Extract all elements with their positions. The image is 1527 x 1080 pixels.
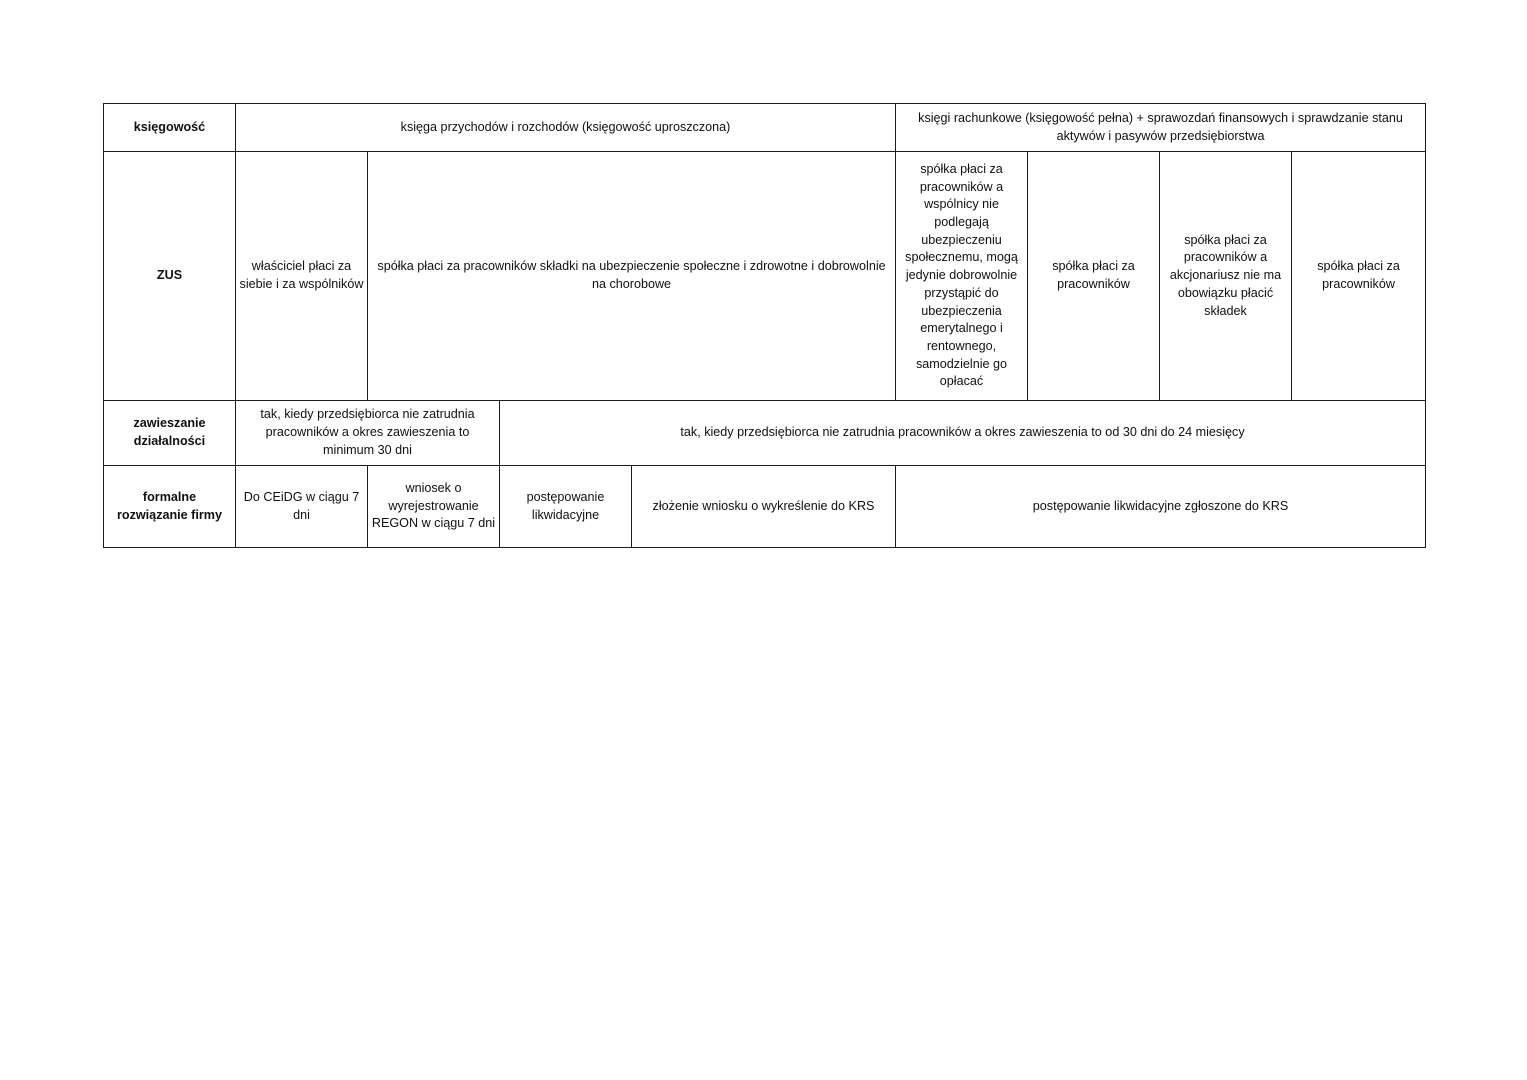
cell-rozwiazanie-krs-wniosek: złożenie wniosku o wykreślenie do KRS: [632, 466, 896, 548]
row-rozwiazanie: [104, 466, 1426, 548]
cell-ksiegowosc-pelna: księgi rachunkowe (księgowość pełna) + sprawozdań finansowych i sprawdzanie stanu aktywów i pasywów przedsiębiorstwa: [896, 104, 1426, 152]
cell-zus-spolka-1: spółka płaci za pracowników: [1028, 152, 1160, 401]
cell-zus-wspolnicy: spółka płaci za pracowników a wspólnicy nie podlegają ubezpieczeniu społecznemu, mogą jedynie dobrowolnie przystąpić do ubezpieczenia emerytalnego i rentownego, samodzielnie go opłacać: [896, 152, 1028, 401]
cell-zus-akcjonariusz: spółka płaci za pracowników a akcjonariusz nie ma obowiązku płacić składek: [1160, 152, 1292, 401]
row-ksiegowosc: [104, 104, 1426, 152]
row-header-zus: ZUS: [104, 152, 236, 401]
cell-rozwiazanie-ceidg: Do CEiDG w ciągu 7 dni: [236, 466, 368, 548]
cell-zawieszanie-minimum: tak, kiedy przedsiębiorca nie zatrudnia pracowników a okres zawieszenia to minimum 30 dni: [236, 401, 500, 466]
row-header-zawieszanie: zawieszanie działalności: [104, 401, 236, 466]
cell-rozwiazanie-regon: wniosek o wyrejestrowanie REGON w ciągu 7 dni: [368, 466, 500, 548]
cell-zus-spolka-skladki: spółka płaci za pracowników składki na ubezpieczenie społeczne i zdrowotne i dobrowolnie na chorobowe: [368, 152, 896, 401]
cell-zus-wlasciciel: właściciel płaci za siebie i za wspólników: [236, 152, 368, 401]
comparison-table: [103, 103, 1426, 548]
cell-zawieszanie-okres: tak, kiedy przedsiębiorca nie zatrudnia pracowników a okres zawieszenia to od 30 dni do 24 miesięcy: [500, 401, 1426, 466]
cell-ksiegowosc-uproszczona: księga przychodów i rozchodów (księgowość uproszczona): [236, 104, 896, 152]
row-zawieszanie: [104, 401, 1426, 466]
row-zus: [104, 152, 1426, 401]
row-header-ksiegowosc: księgowość: [104, 104, 236, 152]
row-header-rozwiazanie: formalne rozwiązanie firmy: [104, 466, 236, 548]
cell-rozwiazanie-krs-likwidacja: postępowanie likwidacyjne zgłoszone do KRS: [896, 466, 1426, 548]
cell-zus-spolka-2: spółka płaci za pracowników: [1292, 152, 1426, 401]
cell-rozwiazanie-likwidacja: postępowanie likwidacyjne: [500, 466, 632, 548]
